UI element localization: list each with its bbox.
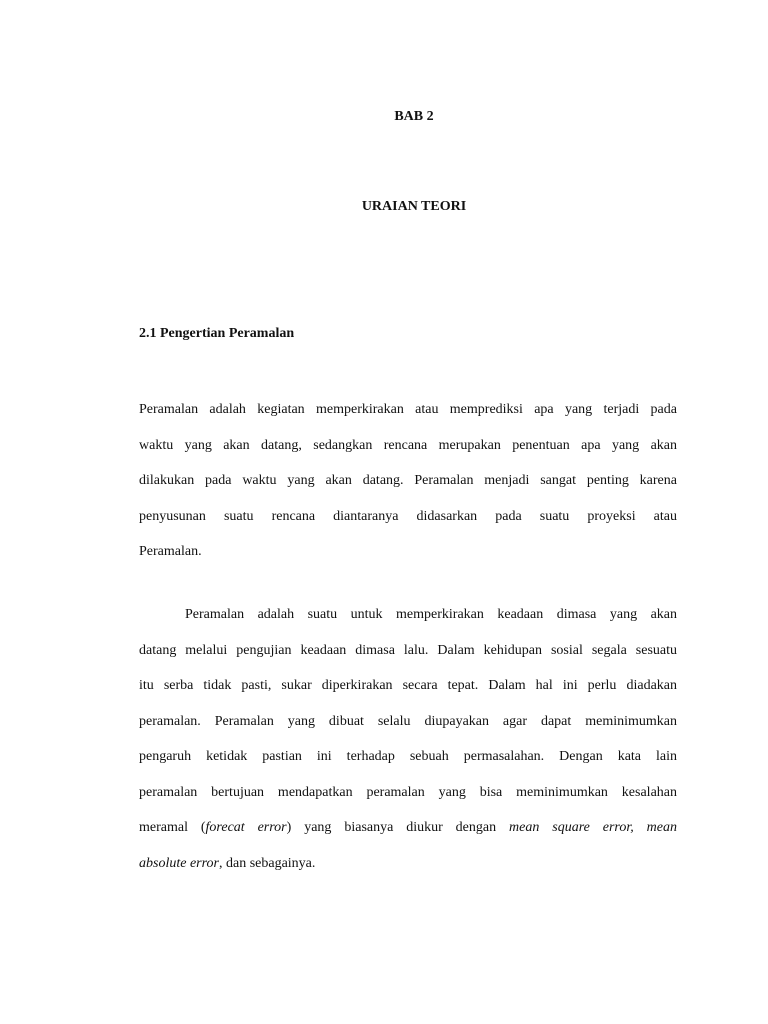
line-8-italic: absolute error <box>139 855 219 871</box>
line-7-text-b: ) yang biasanya diukur dengan <box>286 820 510 835</box>
paragraph-2-line: itu serba tidak pasti, sukar diperkirakan secara tepat. Dalam hal ini perlu diadakan <box>139 678 677 693</box>
paragraph-2-line-8 <box>139 846 677 882</box>
chapter-number: BAB 2 <box>394 109 434 124</box>
paragraph-2-line-7 <box>139 810 677 846</box>
paragraph-1-line: Peramalan. <box>139 544 202 559</box>
paragraph-1-line: waktu yang akan datang, sedangkan rencana merupakan penentuan apa yang akan <box>139 437 677 453</box>
paragraph-1-line: penyusunan suatu rencana diantaranya didasarkan pada suatu proyeksi atau <box>139 508 677 524</box>
paragraph-2-line: peramalan. Peramalan yang dibuat selalu diupayakan agar dapat meminimumkan <box>139 713 677 729</box>
paragraph-1 <box>139 392 677 570</box>
line-7-text-a: meramal ( <box>139 820 206 835</box>
paragraph-2-line: pengaruh ketidak pastian ini terhadap sebuah permasalahan. Dengan kata lain <box>139 749 677 764</box>
line-7-italic-a: forecat error <box>205 820 287 835</box>
chapter-title: URAIAN TEORI <box>361 199 467 214</box>
paragraph-2-line: datang melalui pengujian keadaan dimasa lalu. Dalam kehidupan sosial segala sesuatu <box>139 642 677 658</box>
paragraph-2-line: peramalan bertujuan mendapatkan peramalan yang bisa meminimumkan kesalahan <box>139 784 677 800</box>
section-heading: 2.1 Pengertian Peramalan <box>139 326 295 341</box>
paragraph-1-line: dilakukan pada waktu yang akan datang. Peramalan menjadi sangat penting karena <box>139 473 677 488</box>
paragraph-1-line: Peramalan adalah kegiatan memperkirakan atau memprediksi apa yang terjadi pada <box>139 402 677 417</box>
paragraph-2 <box>139 597 677 881</box>
line-8-text: , dan sebagainya. <box>218 855 316 871</box>
paragraph-2-line: Peramalan adalah suatu untuk memperkirakan keadaan dimasa yang akan <box>185 607 677 622</box>
line-7-italic-b: mean square error, mean <box>509 820 677 835</box>
